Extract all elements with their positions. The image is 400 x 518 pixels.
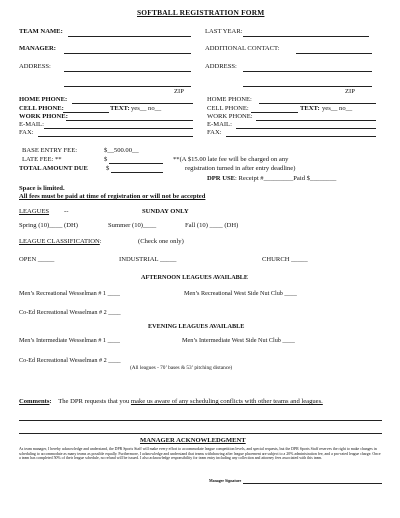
industrial-option[interactable]: INDUSTRIAL _____ — [119, 256, 177, 263]
address-field-right[interactable] — [243, 71, 372, 72]
home-phone-field-left[interactable] — [72, 103, 193, 104]
comments-text-underlined: make us aware of any scheduling conflicts with other teams and leagues. — [130, 398, 323, 405]
manager-signature-label: Manager Signature — [209, 479, 242, 483]
late-fee-label: LATE FEE: ** — [22, 156, 62, 163]
dpr-use-label: DPR USE — [207, 175, 236, 182]
comments-line-2[interactable] — [19, 433, 382, 434]
evening-coed-rec-wesselman[interactable]: Co-Ed Recreational Wesselman # 2 ____ — [19, 357, 121, 364]
text-label-right: TEXT: — [300, 105, 320, 112]
fax-field-left[interactable] — [38, 136, 193, 137]
check-one-note: (Check one only) — [138, 238, 184, 245]
fax-label-left: FAX: — [19, 129, 34, 136]
afternoon-coed-rec-wesselman[interactable]: Co-Ed Recreational Wesselman # 2 ____ — [19, 309, 121, 316]
summer-league-option[interactable]: Summer (10)____ — [108, 222, 157, 229]
comments-label: Comments — [19, 398, 50, 405]
dpr-use-fields: : Receipt #_________Paid $________ — [235, 175, 337, 182]
leagues-label: LEAGUES — [19, 208, 50, 215]
all-leagues-note: (All leagues - 70’ bases & 53’ pitching distance) — [130, 365, 233, 371]
all-fees-notice: All fees must be paid at time of registration or will not be accepted — [19, 193, 206, 200]
total-amount-field[interactable] — [111, 172, 163, 173]
classification-colon: : — [99, 238, 102, 245]
cell-phone-field-left[interactable] — [63, 112, 109, 113]
classification-line — [19, 238, 102, 245]
address-line2-right[interactable] — [243, 86, 372, 87]
acknowledgment-text: As team manager, I hereby acknowledge and understand, the DPR Sports Staff will make every effort to accommodate league competition levels, and special requests, but the DPR Sports Staff reserves the right to make changes in scheduling to accommodate as many teams as possible equally. Furthermore, I acknowledge and understand that teams withdrawing after league placement are subject to a 20% administration fee, and a pro-rated league charge. Once a team has completed 50% of their league schedule, no refund will be issued. I also acknowledge responsibility for team entry including any collection and attorney fees associated with this team. — [19, 447, 381, 460]
email-label-right: E-MAIL: — [207, 121, 232, 128]
email-field-left[interactable] — [44, 128, 193, 129]
afternoon-mens-rec-wesselman[interactable]: Men’s Recreational Wesselman # 1 ____ — [19, 290, 120, 297]
additional-contact-field[interactable] — [296, 53, 372, 54]
work-phone-label-right: WORK PHONE: — [207, 113, 253, 120]
cell-phone-field-right[interactable] — [251, 112, 298, 113]
work-phone-field-right[interactable] — [256, 120, 376, 121]
home-phone-label-right: HOME PHONE: — [207, 96, 252, 103]
last-year-field[interactable] — [243, 36, 369, 37]
text-options-right[interactable]: yes__ no__ — [322, 105, 353, 112]
manager-signature-field[interactable] — [243, 483, 382, 484]
cell-phone-label-right: CELL PHONE: — [207, 105, 249, 112]
open-option[interactable]: OPEN _____ — [19, 256, 55, 263]
zip-label-left: ZIP — [174, 88, 184, 95]
sunday-only-label: SUNDAY ONLY — [142, 208, 189, 215]
evening-mens-int-west-side[interactable]: Men’s Intermediate West Side Nut Club ____ — [182, 337, 295, 344]
address-field-left[interactable] — [64, 71, 191, 72]
text-label-left: TEXT: — [110, 105, 130, 112]
team-name-field[interactable] — [68, 36, 191, 37]
home-phone-label-left: HOME PHONE: — [19, 96, 68, 103]
form-title: SOFTBALL REGISTRATION FORM — [137, 8, 265, 17]
leagues-dash: -- — [64, 208, 69, 215]
work-phone-label-left: WORK PHONE: — [19, 113, 68, 120]
text-options-left[interactable]: yes__ no__ — [131, 105, 162, 112]
last-year-label: LAST YEAR: — [205, 28, 243, 35]
late-fee-field[interactable] — [109, 163, 163, 164]
afternoon-leagues-heading: AFTERNOON LEAGUES AVAILABLE — [141, 274, 249, 281]
email-label-left: E-MAIL: — [19, 121, 44, 128]
fax-field-right[interactable] — [226, 136, 376, 137]
manager-label: MANAGER: — [19, 45, 56, 52]
email-field-right[interactable] — [236, 128, 376, 129]
total-amount-label: TOTAL AMOUNT DUE — [19, 165, 88, 172]
dpr-use-line — [207, 175, 336, 182]
church-option[interactable]: CHURCH _____ — [262, 256, 308, 263]
team-name-label: TEAM NAME: — [19, 28, 63, 35]
zip-label-right: ZIP — [345, 88, 355, 95]
address-label-right: ADDRESS: — [205, 63, 237, 70]
home-phone-field-right[interactable] — [259, 103, 376, 104]
afternoon-mens-rec-west-side[interactable]: Men’s Recreational West Side Nut Club ____ — [184, 290, 297, 297]
additional-contact-label: ADDITIONAL CONTACT: — [205, 45, 280, 52]
comments-colon: : — [49, 398, 52, 405]
base-entry-fee-label: BASE ENTRY FEE: — [22, 147, 78, 154]
manager-field[interactable] — [64, 53, 191, 54]
cell-phone-label-left: CELL PHONE: — [19, 105, 64, 112]
evening-mens-int-wesselman[interactable]: Men’s Intermediate Wesselman # 1 ____ — [19, 337, 120, 344]
work-phone-field-left[interactable] — [66, 120, 193, 121]
total-amount-dollar: $ — [106, 165, 110, 172]
spring-league-option[interactable]: Spring (10)____ (DH) — [19, 222, 78, 229]
evening-leagues-heading: EVENING LEAGUES AVAILABLE — [148, 323, 245, 330]
late-fee-note-line2: registration turned in after entry deadline) — [185, 165, 296, 172]
comments-text-start: The DPR requests that you — [58, 398, 130, 405]
base-entry-fee-value: $__500.00__ — [104, 147, 139, 154]
acknowledgment-heading: MANAGER ACKNOWLEDGMENT — [140, 437, 246, 444]
late-fee-note-line1: **(A $15.00 late fee will be charged on any — [173, 156, 289, 163]
address-line2-left[interactable] — [64, 86, 191, 87]
classification-label: LEAGUE CLASSIFICATION — [19, 238, 100, 245]
late-fee-dollar: $ — [104, 156, 108, 163]
space-limited-text: Space is limited. — [19, 185, 65, 192]
fall-league-option[interactable]: Fall (10) ____ (DH) — [185, 222, 239, 229]
comments-line-1[interactable] — [19, 420, 382, 421]
address-label-left: ADDRESS: — [19, 63, 51, 70]
fax-label-right: FAX: — [207, 129, 222, 136]
comments-line — [19, 398, 323, 405]
